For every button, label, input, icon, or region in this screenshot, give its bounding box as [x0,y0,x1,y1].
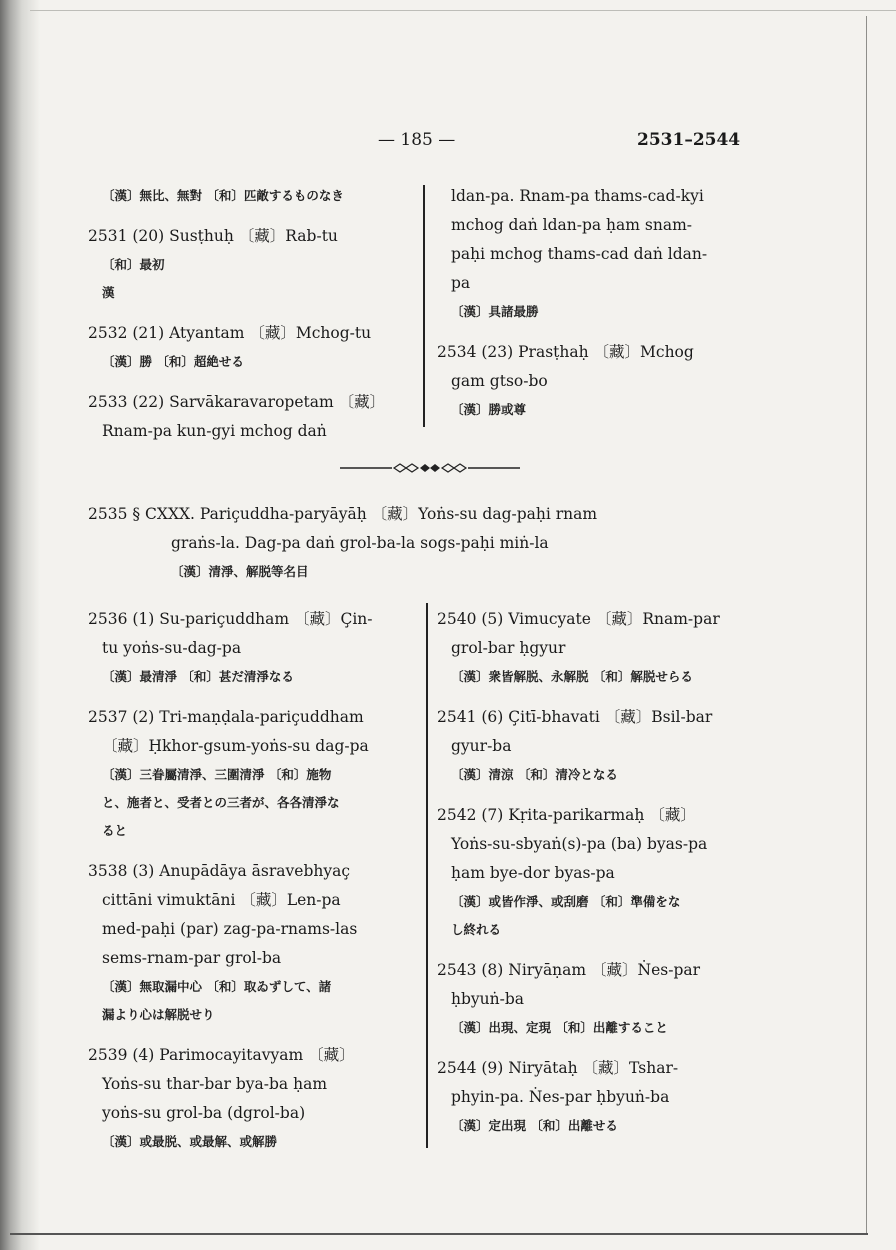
gloss-line: 〔漢〕出現、定現 〔和〕出離すること [451,1020,668,1035]
gloss-line: 〔漢〕清涼 〔和〕清冷となる [451,767,618,782]
entry-line: mchog daṅ ldan-pa ḥam snam- [451,216,693,234]
gloss-line: 〔漢〕或最脱、或最解、或解勝 [102,1134,278,1149]
entry-line: 2532 (21) Atyantam 〔藏〕Mchog-tu [88,324,372,342]
dictionary-entry [437,703,767,789]
dictionary-entry [437,182,767,326]
entry-line: Rnam-pa kun-gyi mchog daṅ [102,422,327,440]
entry-line: cittāni vimuktāni 〔藏〕Len-pa [102,891,341,909]
dictionary-entry [88,319,418,376]
gloss-line: 〔漢〕三眷屬清淨、三圍清淨 〔和〕施物 [102,767,332,782]
entry-line: 2543 (8) Niryāṇam 〔藏〕Ṅes-par [437,961,701,979]
section-heading-2535 [88,500,788,586]
gloss-line: 〔和〕最初 [102,257,165,272]
dictionary-entry [437,1054,767,1140]
gloss-line: 〔漢〕衆皆解脱、永解脱 〔和〕解脱せらる [451,669,693,684]
entry-line: ḥbyuṅ-ba [451,990,525,1008]
entry-line: gam gtso-bo [451,372,548,390]
dictionary-entry [437,956,767,1042]
gloss-line: 〔漢〕清淨、解脱等名目 [171,564,309,579]
right-edge-line [866,16,867,1234]
gloss-line: ると [102,823,128,838]
entry-line: gyur-ba [451,737,512,755]
bottom-right-column [437,605,767,1152]
dictionary-entry [88,1041,418,1156]
gloss-line: 〔漢〕勝或尊 [451,402,527,417]
entry-line: grol-bar ḥgyur [451,639,566,657]
top-right-column [437,182,767,436]
entry-line: graṅs-la. Dag-pa daṅ grol-ba-la sogs-paḥi miṅ-la [171,534,549,552]
entry-line: 2534 (23) Prasṭhaḥ 〔藏〕Mchog [437,343,694,361]
bottom-left-column [88,605,418,1168]
entry-line: yoṅs-su grol-ba (dgrol-ba) [102,1104,306,1122]
bottom-edge-line [10,1233,868,1235]
gloss-line: 〔漢〕無比、無對 〔和〕匹敵するものなき [102,188,344,203]
gloss-line: 漏より心は解脱せり [102,1007,215,1022]
entry-line: tu yoṅs-su-dag-pa [102,639,242,657]
entry-line: 2531 (20) Susṭhuḥ 〔藏〕Rab-tu [88,227,338,245]
page-number: — 185 — [378,130,456,150]
dictionary-entry [88,857,418,1029]
entry-line: 2536 (1) Su-pariçuddham 〔藏〕Çin- [88,610,373,628]
gloss-line: 漢 [102,285,115,300]
entry-line: 2541 (6) Çitī-bhavati 〔藏〕Bsil-bar [437,708,713,726]
entry-line: paḥi mchog thams-cad daṅ ldan- [451,245,708,263]
entry-line: Yoṅs-su thar-bar bya-ba ḥam [102,1075,328,1093]
dictionary-entry [88,703,418,845]
top-left-column [88,182,418,458]
entry-line: 3538 (3) Anupādāya āsravebhyaç [88,862,351,880]
gloss-line: 〔漢〕勝 〔和〕超絶せる [102,354,244,369]
dictionary-entry [437,605,767,691]
gloss-line: と、施者と、受者との三者が、各各清淨な [102,795,340,810]
entry-line: 〔藏〕Ḥkhor-gsum-yoṅs-su dag-pa [102,737,369,755]
entry-line: ḥam bye-dor byas-pa [451,864,615,882]
entry-line: 2540 (5) Vimucyate 〔藏〕Rnam-par [437,610,720,628]
entry-line: pa [451,274,471,292]
top-edge-line [30,10,896,11]
gloss-line: し終れる [451,922,502,937]
entry-line: 2539 (4) Parimocayitavyam 〔藏〕 [88,1046,355,1064]
entry-line: ldan-pa. Rnam-pa thams-cad-kyi [451,187,704,205]
dictionary-entry [88,605,418,691]
page-edge-shadow [0,0,40,1250]
entry-line: 2537 (2) Tri-maṇḍala-pariçuddham [88,708,364,726]
entry-range: 2531–2544 [637,130,741,150]
gloss-line: 〔漢〕具諸最勝 [451,304,539,319]
column-divider-top [423,185,425,427]
dictionary-entry [88,222,418,307]
entry-line: med-paḥi (par) zag-pa-rnams-las [102,920,358,938]
gloss-line: 〔漢〕定出現 〔和〕出離せる [451,1118,618,1133]
gloss-line: 〔漢〕無取漏中心 〔和〕取ゐずして、諸 [102,979,332,994]
column-divider-bottom [426,603,428,1148]
entry-line: 2535 § CXXX. Pariçuddha-paryāyāḥ 〔藏〕Yoṅs-su dag-paḥi rnam [88,505,598,523]
entry-line: 2533 (22) Sarvākaravaropetam 〔藏〕 [88,393,386,411]
entry-line: 2542 (7) Kṛita-parikarmaḥ 〔藏〕 [437,806,696,824]
entry-line: sems-rnam-par grol-ba [102,949,282,967]
ornament-divider [340,460,520,476]
dictionary-entry [437,338,767,424]
dictionary-entry [88,388,418,446]
entry-line: phyin-pa. Ṅes-par ḥbyuṅ-ba [451,1088,670,1106]
dictionary-entry [88,182,418,210]
gloss-line: 〔漢〕或皆作淨、或刮磨 〔和〕準備をな [451,894,681,909]
dictionary-entry [437,801,767,944]
entry-line: Yoṅs-su-sbyaṅ(s)-pa (ba) byas-pa [451,835,708,853]
entry-line: 2544 (9) Niryātaḥ 〔藏〕Tshar- [437,1059,679,1077]
gloss-line: 〔漢〕最清淨 〔和〕甚だ清淨なる [102,669,294,684]
